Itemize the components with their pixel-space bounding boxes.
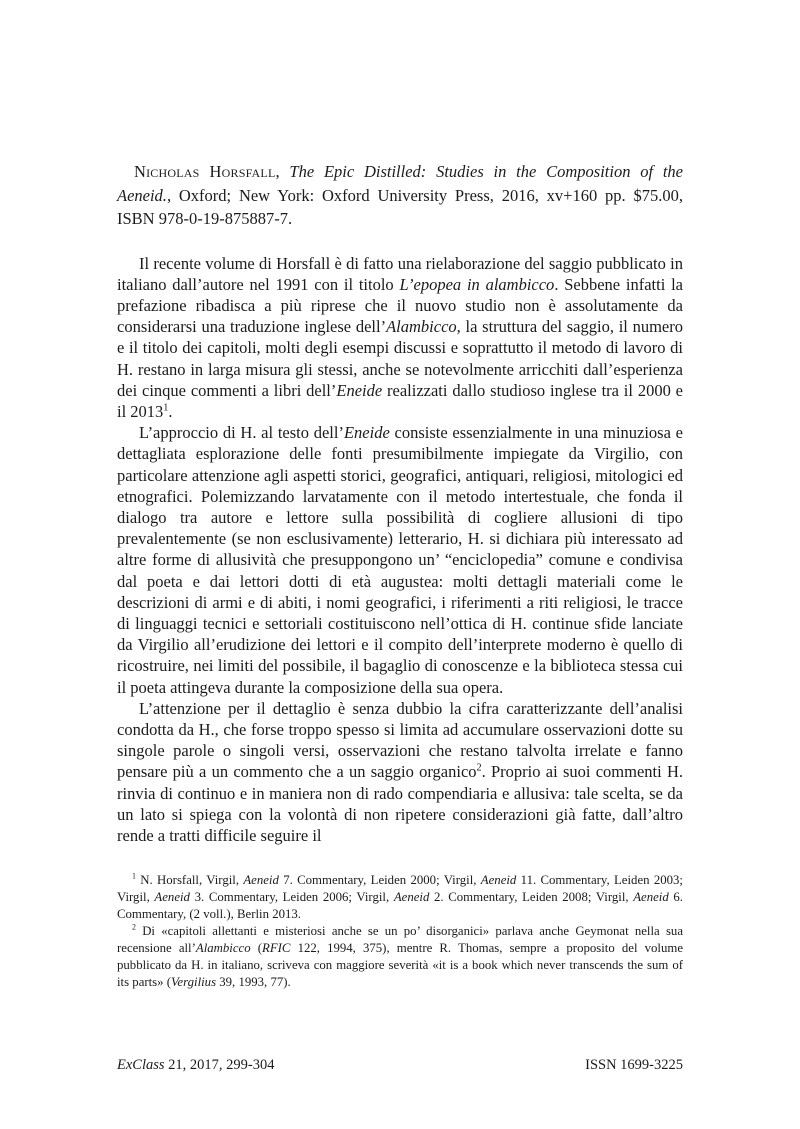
footnote-2: $^2$ Di «capitoli allettanti e misteriosi anche se un po’ disorganici» parlava anche Geymonat nella sua recensione all’Alambicco (RFIC 122, 1994, 375), mentre R. Thomas, sempre a proposito del volume pubblicato da H. in italiano, scriveva con maggiore severità «it is a book which never transcends the sum of its parts» (Vergilius 39, 1993, 77). bbox=[117, 922, 684, 990]
review-paragraph-2: L’approccio di H. al testo dell’Eneide consiste essenzialmente in una minuziosa e dettagliata esplorazione delle fonti presumibilmente impiegate da Virgilio, con particolare attenzione agli aspetti storici, geografici, antiquari, religiosi, mitologici ed etnografici. Polemizzando larvatamente con il metodo intertestuale, che fonda il dialogo tra autore e lettore sulla possibilità di cogliere allusioni di tipo prevalentemente (se non esclusivamente) letterario, H. si dichiara più interessato ad altre forme di allusività che presuppongono un’ “enciclopedia” comune e condivisa dal poeta e dai lettori dotti di età augustea: molti dettagli materiali come le descrizioni di armi e di abiti, i nomi geografici, i riferimenti a riti religiosi, le tracce di linguaggi tecnici e settoriali costituiscono nell’ottica di H. continue sfide lanciate da Virgilio all’erudizione dei lettori e il compito dell’interprete moderno è quello di ricostruire, nei limiti del possibile, il bagaglio di conoscenze e la biblioteca stessa cui il poeta attingeva durante la composizione della sua opera. bbox=[117, 423, 683, 697]
review-body bbox=[117, 160, 683, 991]
footnotes-section bbox=[117, 872, 683, 991]
footnote-1: $^1$ N. Horsfall, Virgil, Aeneid 7. Commentary, Leiden 2000; Virgil, Aeneid 11. Commentary, Leiden 2003; Virgil, Aeneid 3. Commentary, Leiden 2006; Virgil, Aeneid 2. Commentary, Leiden 2008; Virgil, Aeneid 6. Commentary, (2 voll.), Berlin 2013. bbox=[117, 871, 684, 922]
review-paragraph-1: Il recente volume di Horsfall è di fatto una rielaborazione del saggio pubblicato in italiano dall’autore nel 1991 con il titolo L’epopea in alambicco. Sebbene infatti la prefazione ribadisca a più riprese che il nuovo studio non è assolutamente da considerarsi una traduzione inglese dell’Alambicco, la struttura del saggio, il numero e il titolo dei capitoli, molti degli esempi discussi e soprattutto il metodo di lavoro di H. restano in larga misura gli stessi, anche se notevolmente arricchiti dall’esperienza dei cinque commenti a libri dell’Eneide realizzati dallo studioso inglese tra il 2000 e il 2013$^1$. bbox=[117, 253, 684, 421]
page-footer bbox=[117, 1057, 683, 1074]
review-paragraph-3: L’attenzione per il dettaglio è senza dubbio la cifra caratterizzante dell’analisi condotta da H., che forse troppo spesso si limita ad accumulare osservazioni dotte su singole parole o singoli versi, osservazioni che restano talvolta irrelate e fanno pensare più a un commento che a un saggio organico$^2$. Proprio ai suoi commenti H. rinvia di continuo e in maniera non di rado compendiaria e allusiva: tale scelta, se da un lato si spiega con la volontà di non ripetere considerazioni già fatte, dall’altro rende a tratti difficile seguire il bbox=[117, 698, 683, 845]
book-citation-heading: Nicholas Horsfall, The Epic Distilled: Studies in the Composition of the Aeneid., Oxford; New York: Oxford University Press, 2016, xv+160 pp. $75.00, ISBN 978-0-19-875887-7. bbox=[117, 162, 684, 228]
issn-label: ISSN 1699-3225 bbox=[585, 1057, 683, 1073]
journal-citation: ExClass 21, 2017, 299-304 bbox=[117, 1057, 275, 1073]
